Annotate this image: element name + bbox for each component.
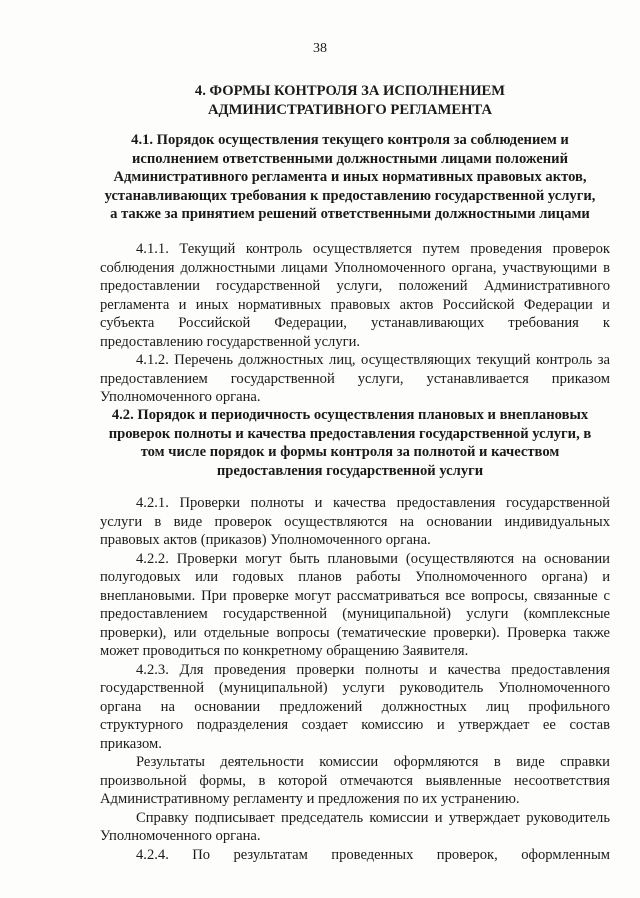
- text-line: предоставлении государственной услуги, положений Административного: [100, 278, 610, 294]
- paragraph-4-1-1: [100, 240, 610, 351]
- section-heading-line: 4.2. Порядок и периодичность осуществления плановых и внеплановых: [111, 407, 589, 423]
- section-heading-line: том числе порядок и формы контроля за полнотой и качеством: [140, 444, 560, 460]
- paragraph-4-2-4: [100, 846, 610, 865]
- text-line: 4.1.1. Текущий контроль осуществляется путем проведения проверок: [136, 241, 610, 257]
- text-line: услуги в виде проверок осуществляются на основании индивидуальных: [100, 513, 610, 530]
- text-line: Уполномоченного органа.: [100, 389, 261, 405]
- text-line: правовых актов (приказов) Уполномоченного органа.: [100, 532, 431, 548]
- section-heading-line: Административного регламента и иных нормативных правовых актов,: [113, 169, 587, 185]
- section-heading-line: устанавливающих требования к предоставлению государственной услуги,: [104, 187, 596, 204]
- section-heading-line: 4.1. Порядок осуществления текущего контроля за соблюдением и: [131, 132, 569, 148]
- section-heading-line: проверок полноты и качества предоставления государственной услуги, в: [108, 425, 592, 442]
- text-line: предоставлением государственной (муниципальной) услуги (комплексные: [100, 606, 610, 622]
- chapter-heading: [90, 82, 610, 119]
- text-line: Административному регламенту и предложения по их устранению.: [100, 791, 520, 807]
- text-line: внеплановыми. При проверке могут рассматриваться все вопросы, связанные с: [100, 587, 610, 604]
- text-line: регламента и иных нормативных правовых актов Российской Федерации и: [100, 296, 610, 313]
- paragraph-report-signature: [100, 809, 610, 846]
- text-line: произвольной формы, в которой отмечаются выявленные несоответствия: [100, 772, 610, 789]
- text-line: органа на основании предложений должностных лиц профильного: [100, 698, 610, 715]
- paragraph-4-2-2: [100, 550, 610, 661]
- text-line: государственной (муниципальной) услуги руководитель Уполномоченного: [100, 680, 610, 696]
- paragraph-commission-results: [100, 753, 610, 809]
- text-line: Результаты деятельности комиссии оформляются в виде справки: [136, 754, 610, 770]
- section-4-2-body: [100, 494, 610, 864]
- text-line: 4.2.2. Проверки могут быть плановыми (осуществляются на основании: [136, 550, 610, 567]
- section-4-1-heading: [90, 131, 610, 224]
- chapter-heading-line: 4. ФОРМЫ КОНТРОЛЯ ЗА ИСПОЛНЕНИЕМ: [194, 83, 506, 99]
- text-line: предоставлению государственной услуги.: [100, 333, 361, 350]
- paragraph-4-2-1: [100, 494, 610, 550]
- text-line: полугодовых или годовых планов работы Уполномоченного органа) и: [100, 569, 610, 585]
- text-line: 4.2.1. Проверки полноты и качества предоставления государственной: [136, 495, 610, 511]
- section-4-1-body: [100, 240, 610, 407]
- section-4-2-heading: [90, 406, 610, 480]
- text-line: может проводиться по конкретному обращению Заявителя.: [100, 643, 469, 659]
- chapter-heading-line: АДМИНИСТРАТИВНОГО РЕГЛАМЕНТА: [208, 101, 492, 118]
- text-line: приказом.: [100, 735, 162, 752]
- text-line: Уполномоченного органа.: [100, 828, 261, 844]
- section-heading-line: исполнением ответственными должностными лицами положений: [132, 150, 568, 167]
- page-number: 38: [313, 41, 327, 56]
- text-line: 4.1.2. Перечень должностных лиц, осуществляющих текущий контроль за: [136, 352, 610, 368]
- paragraph-4-2-3: [100, 661, 610, 754]
- paragraph-4-1-2: [100, 351, 610, 407]
- text-line: 4.2.4. По результатам проведенных проверок, оформленным: [136, 846, 610, 863]
- text-line: 4.2.3. Для проведения проверки полноты и качества предоставления: [136, 661, 610, 678]
- text-line: проверки), или отдельные вопросы (тематические проверки). Проверка также: [100, 624, 610, 641]
- section-heading-line: предоставления государственной услуги: [216, 462, 484, 479]
- text-line: предоставлением государственной услуги, устанавливается приказом: [100, 370, 610, 387]
- text-line: субъекта Российской Федерации, устанавливающих требования к: [100, 315, 610, 331]
- text-line: структурного подразделения создает комиссию и утверждает ее состав: [100, 717, 610, 733]
- text-line: соблюдения должностными лицами Уполномоченного органа, участвующими в: [100, 259, 610, 276]
- text-line: Справку подписывает председатель комиссии и утверждает руководитель: [136, 809, 610, 826]
- section-heading-line: а также за принятием решений ответственными должностными лицами: [110, 206, 590, 222]
